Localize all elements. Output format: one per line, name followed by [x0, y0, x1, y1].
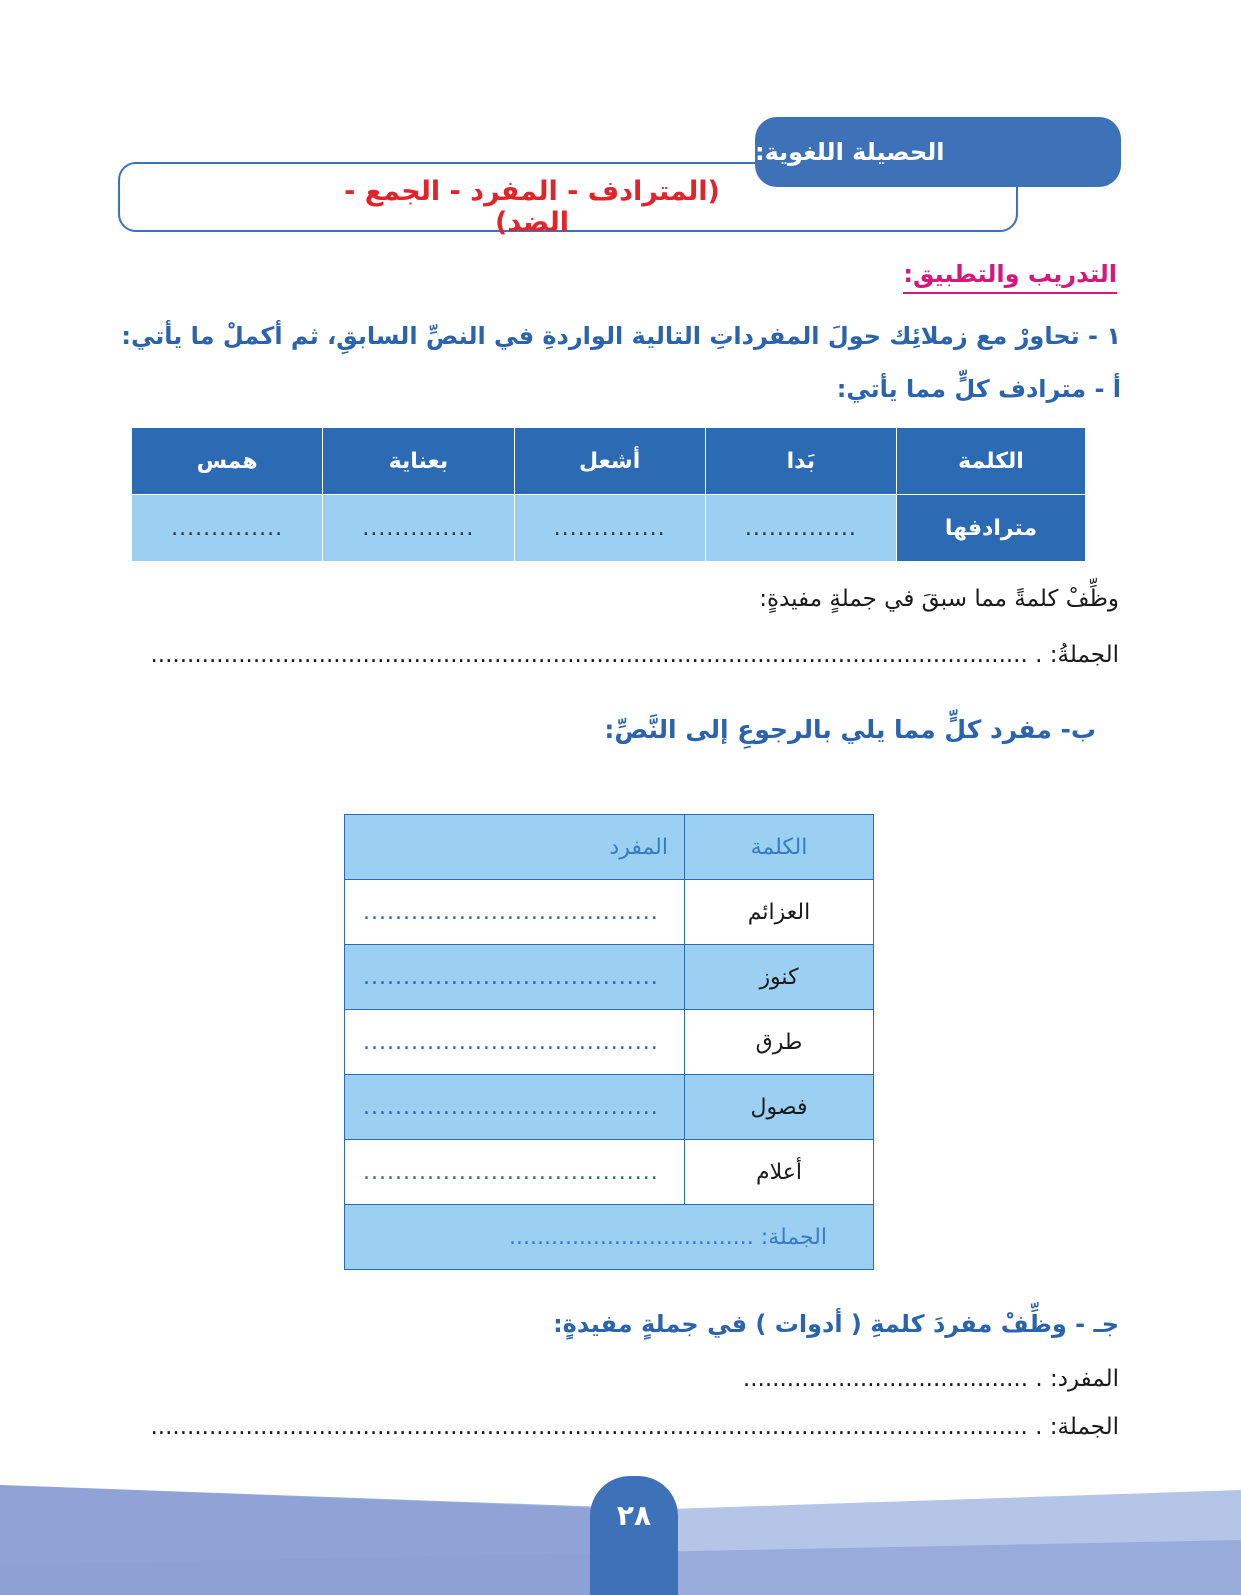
row-header-synonym: مترادفها [897, 495, 1086, 562]
synonym-table [131, 427, 1086, 562]
table-row [345, 945, 874, 1010]
word-cell: طرق [685, 1010, 874, 1075]
synonym-blank[interactable]: .............. [132, 495, 323, 562]
part-a-sentence-line [119, 642, 1119, 668]
singular-blank[interactable]: ..................................... [345, 945, 685, 1010]
word-cell: العزائم [685, 880, 874, 945]
table-row [345, 1140, 874, 1205]
table-row [345, 1205, 874, 1270]
page-number: ٢٨ [590, 1476, 678, 1595]
table-sentence-cell [345, 1205, 874, 1270]
table-row [345, 1075, 874, 1140]
synonym-blank[interactable]: .............. [514, 495, 705, 562]
part-c-sentence-line [119, 1414, 1119, 1440]
singular-blank[interactable]: ..................................... [345, 1140, 685, 1205]
word-cell: أشعل [514, 428, 705, 495]
question-1: ١ - تحاورْ مع زملائِك حولَ المفرداتِ التالية الواردةِ في النصِّ السابقِ، ثم أكملْ ما يأتي: [121, 322, 1121, 350]
word-cell: بَدا [705, 428, 896, 495]
word-cell: فصول [685, 1075, 874, 1140]
sentence-blank[interactable]: . ........................................................................................................................ [150, 642, 1043, 668]
sentence-label: الجملة: [1049, 1414, 1119, 1440]
table-row [132, 495, 1086, 562]
synonym-blank[interactable]: .............. [323, 495, 514, 562]
part-a-instruction: وظِّفْ كلمةً مما سبقَ في جملةٍ مفيدةٍ: [759, 586, 1119, 612]
row-header-word: الكلمة [897, 428, 1086, 495]
word-cell: بعناية [323, 428, 514, 495]
table-row [345, 815, 874, 880]
part-b-title: ب- مفرد كلٍّ مما يلي بالرجوعِ إلى النَّصِّ: [604, 715, 1096, 744]
col-singular-header: المفرد [345, 815, 685, 880]
section-header-title: الحصيلة اللغوية: [755, 138, 945, 166]
sentence-label: الجملةُ: [1049, 642, 1119, 668]
sentence-blank[interactable]: ................................... [509, 1224, 754, 1250]
sentence-label: الجملة: [760, 1224, 827, 1250]
col-word-header: الكلمة [685, 815, 874, 880]
word-cell: كنوز [685, 945, 874, 1010]
synonym-blank[interactable]: .............. [705, 495, 896, 562]
singular-answer-blank[interactable]: . ....................................... [742, 1366, 1043, 1392]
topics-list: (المترادف - المفرد - الجمع - الضد) [344, 176, 720, 238]
singular-blank[interactable]: ..................................... [345, 1075, 685, 1140]
singular-table [344, 814, 874, 1270]
sentence-blank[interactable]: . ........................................................................................................................ [150, 1414, 1043, 1440]
table-row [345, 880, 874, 945]
singular-label: المفرد: [1049, 1366, 1119, 1392]
word-cell: همس [132, 428, 323, 495]
word-cell: أعلام [685, 1140, 874, 1205]
part-a-title: أ - مترادف كلٍّ مما يأتي: [836, 375, 1121, 403]
section-header [755, 117, 1121, 187]
training-title: التدريب والتطبيق: [903, 260, 1117, 294]
singular-blank[interactable]: ..................................... [345, 1010, 685, 1075]
part-c-singular-line [743, 1366, 1119, 1392]
singular-blank[interactable]: ..................................... [345, 880, 685, 945]
table-row [132, 428, 1086, 495]
table-row [345, 1010, 874, 1075]
part-c-title: جـ - وظِّفْ مفردَ كلمةِ ( أدوات ) في جملةٍ مفيدةٍ: [553, 1310, 1119, 1338]
